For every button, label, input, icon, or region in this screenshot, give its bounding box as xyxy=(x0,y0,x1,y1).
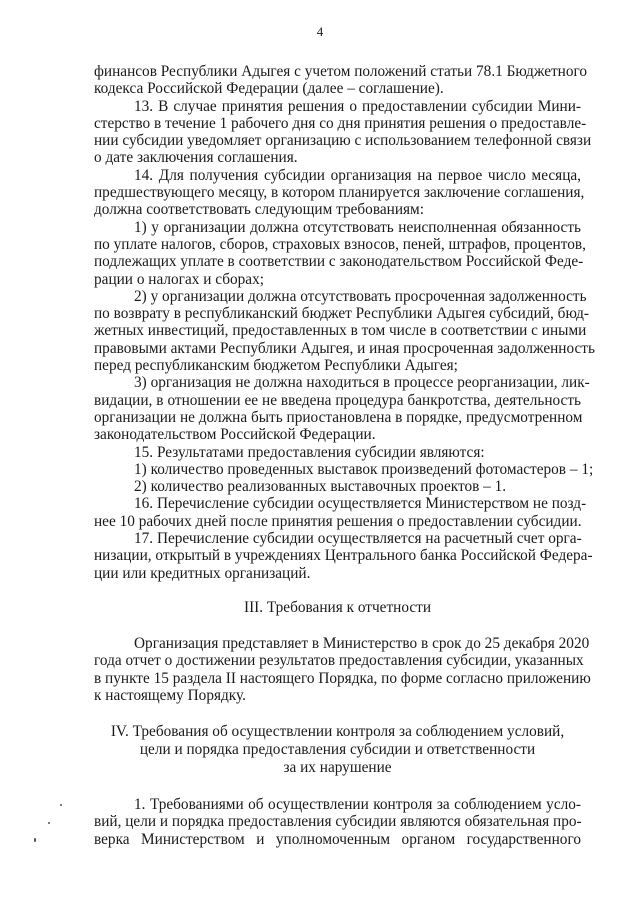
section-4-heading-line: IV. Требования об осуществлении контроля за соблюдением условий, xyxy=(110,723,565,740)
requirement-1-line: по уплате налогов, сборов, страховых взносов, пеней, штрафов, процентов, xyxy=(94,235,586,253)
text-line: кодекса Российской Федерации (далее – соглашение). xyxy=(94,80,444,98)
paragraph-15-line: 15. Результатами предоставления субсидии являются: xyxy=(134,443,485,461)
requirement-1-line: рации о налогах и сборах; xyxy=(94,270,264,288)
section-4-line: 1. Требованиями об осуществлении контроля за соблюдением усло- xyxy=(134,796,581,813)
section-3-line: года отчет о достижении результатов предоставления субсидии, указанных xyxy=(94,652,584,670)
requirement-3-line: 3) организация не должна находиться в процессе реорганизации, лик- xyxy=(134,374,590,392)
page-number: 4 xyxy=(316,24,324,39)
text-line: финансов Республики Адыгея с учетом положений статьи 78.1 Бюджетного xyxy=(94,63,588,80)
requirement-2-line: правовыми актами Республики Адыгея, и иная просроченная задолженность xyxy=(94,339,595,357)
paragraph-14-line: предшествующего месяцу, в котором планируется заключение соглашения, xyxy=(94,184,585,202)
paragraph-13-line: нии субсидии уведомляет организацию с использованием телефонной связи xyxy=(94,132,592,150)
paragraph-14-line: должна соответствовать следующим требованиям: xyxy=(94,201,424,219)
requirement-2-line: 2) у организации должна отсутствовать просроченная задолженность xyxy=(134,287,587,305)
requirement-2-line: жетных инвестиций, предоставленных в том числе в соответствии с иными xyxy=(94,322,587,340)
paragraph-17-line: 17. Перечисление субсидии осуществляется на расчетный счет орга- xyxy=(134,530,582,548)
requirement-1-line: подлежащих уплате в соответствии с законодательством Российской Феде- xyxy=(94,253,584,271)
section-3-body xyxy=(94,635,591,704)
section-4-body xyxy=(94,796,581,848)
requirement-2-line: по возврату в республиканский бюджет Республики Адыгея субсидий, бюд- xyxy=(94,305,589,323)
scan-speck xyxy=(48,822,50,824)
section-3-line: в пункте 15 раздела II настоящего Порядка, по форме согласно приложению xyxy=(94,669,591,687)
body-text xyxy=(94,63,595,582)
paragraph-16-line: нее 10 рабочих дней после принятия решения о предоставлении субсидии. xyxy=(94,512,582,530)
requirement-2-line: перед республиканским бюджетом Республики Адыгея; xyxy=(94,357,458,375)
result-1-line: 1) количество проведенных выставок произведений фотомастеров – 1; xyxy=(134,460,594,478)
result-2-line: 2) количество реализованных выставочных проектов – 1. xyxy=(134,478,507,496)
requirement-3-line: организации не должна быть приостановлена в порядке, предусмотренном xyxy=(94,408,583,426)
section-3-line: к настоящему Порядку. xyxy=(94,686,246,704)
scan-speck xyxy=(34,838,36,842)
requirement-3-line: видации, в отношении ее не введена процедура банкротства, деятельность xyxy=(94,391,581,409)
paragraph-13-line: 13. В случае принятия решения о предоставлении субсидии Мини- xyxy=(134,97,581,115)
section-4-heading-line: цели и порядка предоставления субсидии и ответственности xyxy=(139,741,536,758)
paragraph-16-line: 16. Перечисление субсидии осуществляется Министерством не позд- xyxy=(134,495,587,513)
requirement-1-line: 1) у организации должна отсутствовать неисполненная обязанность xyxy=(134,218,581,236)
section-4-line: вий, цели и порядка предоставления субсидии являются обязательная про- xyxy=(94,813,582,831)
requirement-3-line: законодательством Российской Федерации. xyxy=(94,426,376,444)
paragraph-13-line: стерство в течение 1 рабочего дня со дня принятия решения о предоставле- xyxy=(94,114,587,132)
scan-speck xyxy=(60,804,62,806)
section-3-heading: III. Требования к отчетности xyxy=(243,599,432,616)
section-4-line: верка Министерством и уполномоченным органом государственного xyxy=(94,830,581,848)
section-4-heading-line: за их нарушение xyxy=(283,759,392,776)
paragraph-13-line: о дате заключения соглашения. xyxy=(94,149,298,167)
paragraph-17-line: ции или кредитных организаций. xyxy=(94,564,311,582)
section-3-line: Организация представляет в Министерство в срок до 25 декабря 2020 xyxy=(134,635,590,652)
paragraph-17-line: низации, открытый в учреждениях Центрального банка Российской Федера- xyxy=(94,547,593,565)
paragraph-14-line: 14. Для получения субсидии организация на первое число месяца, xyxy=(134,166,581,184)
